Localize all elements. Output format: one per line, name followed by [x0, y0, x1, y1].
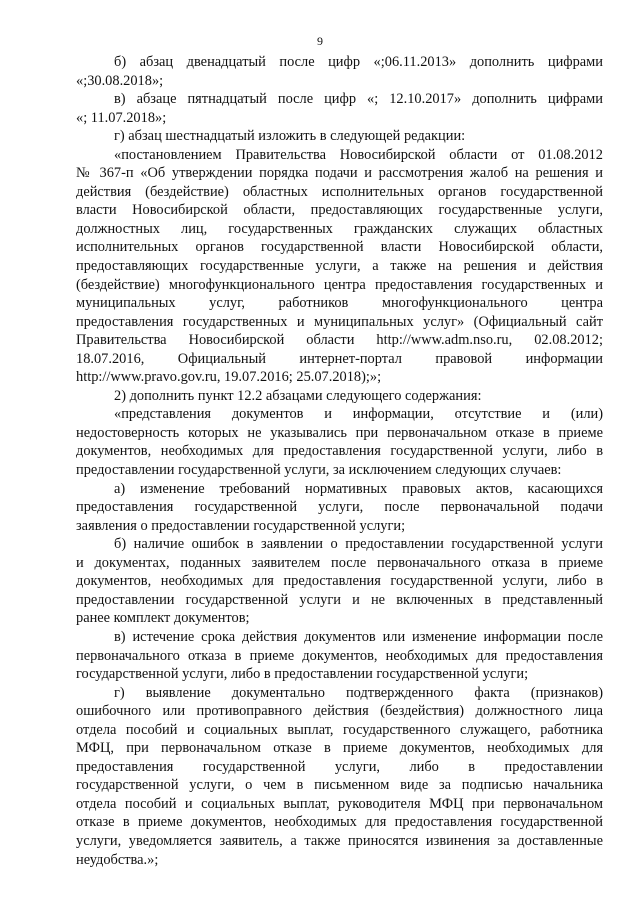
- text-line: исполнительных органов государственной власти Новосибирской области,: [76, 239, 603, 256]
- text-line: предоставляющих государственные услуги, а также на решения и действия: [76, 258, 603, 275]
- text-line: http://www.pravo.gov.ru, 19.07.2016; 25.07.2018);»;: [76, 369, 382, 386]
- text-line: «;30.08.2018»;: [76, 72, 164, 89]
- text-line: предоставления государственных и муниципальных услуг» (Официальный сайт: [76, 313, 603, 330]
- text-line: (бездействие) многофункционального центра предоставления государственных и: [76, 276, 603, 293]
- text-line: действия (бездействие) областных исполнительных органов государственной: [76, 183, 603, 200]
- text-line: власти Новосибирской области, предоставляющих государственные услуги,: [76, 202, 603, 219]
- text-line: б) абзац двенадцатый после цифр «;06.11.2013» дополнить цифрами: [114, 54, 603, 70]
- text-line: 18.07.2016, Официальный интернет-портал правовой информации: [76, 350, 603, 367]
- text-line: документов, необходимых для предоставления государственной услуги, либо в: [76, 443, 603, 460]
- text-line: Правительства Новосибирской области http://www.adm.nso.ru, 02.08.2012;: [76, 332, 603, 349]
- text-line: должностных лиц, государственных гражданских служащих областных: [76, 220, 603, 237]
- text-line: б) наличие ошибок в заявлении о предоставлении государственной услуги: [114, 536, 603, 553]
- text-line: отказе в приеме документов, необходимых для предоставления государственной: [76, 814, 603, 831]
- text-line: отдела пособий и социальных выплат, руководителя МФЦ при первоначальном: [76, 795, 603, 812]
- text-line: 2) дополнить пункт 12.2 абзацами следующего содержания:: [114, 387, 482, 404]
- page-number: 9: [317, 34, 323, 48]
- text-line: № 367-п «Об утверждении порядка подачи и рассмотрения жалоб на решения и: [76, 165, 603, 182]
- text-line: государственной услуги, либо в предоставлении государственной услуги;: [76, 666, 529, 683]
- text-line: в) истечение срока действия документов или изменение информации после: [114, 628, 603, 645]
- text-line: услуги, уведомляется заявитель, а также приносятся извинения за доставленные: [76, 832, 603, 849]
- text-line: заявления о предоставлении государственной услуги;: [76, 517, 406, 534]
- text-line: г) выявление документально подтвержденного факта (признаков): [114, 684, 603, 701]
- text-line: «постановлением Правительства Новосибирской области от 01.08.2012: [114, 146, 603, 163]
- text-line: муниципальных услуг, работников многофункционального центра: [76, 295, 603, 312]
- text-line: недостоверность которых не указывались при первоначальном отказе в приеме: [76, 424, 603, 441]
- text-line: предоставления государственной услуги, либо в предоставлении: [76, 758, 603, 775]
- text-line: МФЦ, при первоначальном отказе в приеме документов, необходимых для: [76, 740, 603, 757]
- text-line: ранее комплект документов;: [76, 610, 250, 627]
- text-line: предоставлении государственной услуги, за исключением следующих случаев:: [76, 462, 562, 479]
- text-line: отдела пособий и социальных выплат, государственного служащего, работника: [76, 721, 603, 738]
- text-line: неудобства.»;: [76, 851, 159, 868]
- text-line: а) изменение требований нормативных правовых актов, касающихся: [114, 480, 603, 497]
- text-line: государственной услуги, о чем в письменном виде за подписью начальника: [76, 777, 603, 794]
- text-line: г) абзац шестнадцатый изложить в следующей редакции:: [114, 128, 466, 145]
- text-line: документов, необходимых для предоставления государственной услуги, либо в: [76, 573, 603, 590]
- text-line: предоставления государственной услуги, после первоначальной подачи: [76, 499, 603, 516]
- text-line: ошибочного или противоправного действия (бездействия) должностного лица: [76, 703, 603, 720]
- text-line: в) абзаце пятнадцатый после цифр «; 12.10.2017» дополнить цифрами: [114, 91, 603, 108]
- text-line: и документах, поданных заявителем после первоначального отказа в приеме: [76, 554, 603, 571]
- text-line: предоставлении государственной услуги и не включенных в представленный: [76, 591, 603, 608]
- text-line: «; 11.07.2018»;: [76, 109, 167, 126]
- text-line: «представления документов и информации, отсутствие и (или): [114, 406, 603, 423]
- document-body: [76, 53, 603, 869]
- text-line: первоначального отказа в приеме документов, необходимых для предоставления: [76, 647, 603, 664]
